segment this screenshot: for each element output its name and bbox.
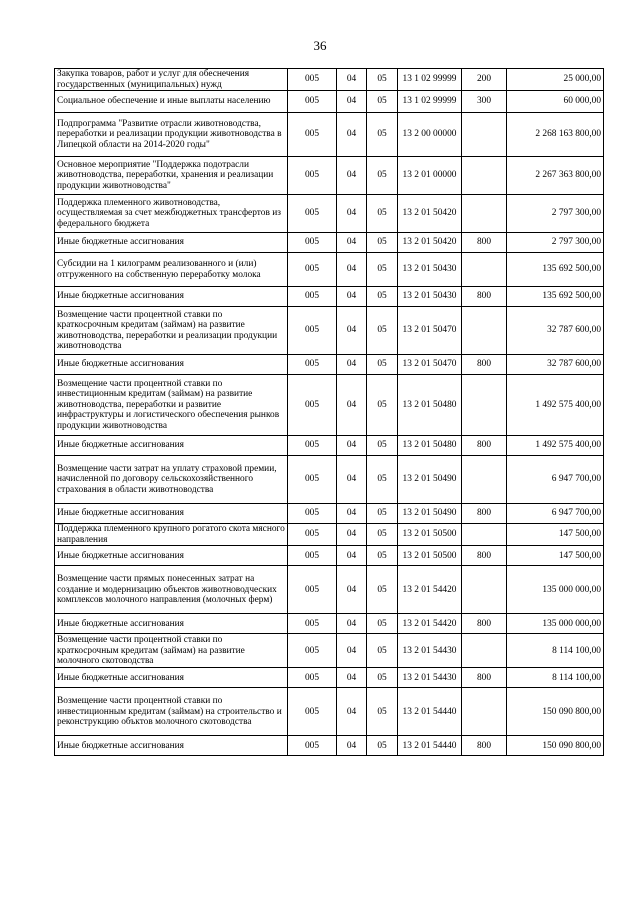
expense-type-code: 800 xyxy=(462,614,507,634)
amount: 2 267 363 800,00 xyxy=(507,157,604,195)
department-code: 005 xyxy=(288,113,337,157)
item-name: Иные бюджетные ассигнования xyxy=(55,355,288,375)
expense-type-code xyxy=(462,157,507,195)
subsection-code: 05 xyxy=(367,456,398,504)
target-article-code: 13 1 02 99999 xyxy=(398,91,462,113)
section-code: 04 xyxy=(337,355,367,375)
expense-type-code: 800 xyxy=(462,436,507,456)
expense-type-code: 800 xyxy=(462,546,507,566)
target-article-code: 13 1 02 99999 xyxy=(398,69,462,91)
expense-type-code: 800 xyxy=(462,355,507,375)
subsection-code: 05 xyxy=(367,355,398,375)
expense-type-code xyxy=(462,634,507,668)
section-code: 04 xyxy=(337,253,367,287)
table-row xyxy=(55,253,604,287)
subsection-code: 05 xyxy=(367,195,398,233)
department-code: 005 xyxy=(288,375,337,436)
item-name: Поддержка племенного крупного рогатого скота мясного направления xyxy=(55,524,288,546)
amount: 32 787 600,00 xyxy=(507,355,604,375)
target-article-code: 13 2 01 54420 xyxy=(398,566,462,614)
section-code: 04 xyxy=(337,91,367,113)
budget-table xyxy=(54,68,604,756)
subsection-code: 05 xyxy=(367,504,398,524)
item-name: Возмещение части процентной ставки по краткосрочным кредитам (займам) на развитие молочного скотоводства xyxy=(55,634,288,668)
amount: 8 114 100,00 xyxy=(507,634,604,668)
table-row xyxy=(55,566,604,614)
department-code: 005 xyxy=(288,233,337,253)
item-name: Возмещение части процентной ставки по инвестиционным кредитам (займам) на развитие животноводства, переработки и развитие инфраструктуры и логистического обеспечения рынков продукции животноводства xyxy=(55,375,288,436)
section-code: 04 xyxy=(337,668,367,688)
section-code: 04 xyxy=(337,634,367,668)
amount: 150 090 800,00 xyxy=(507,688,604,736)
subsection-code: 05 xyxy=(367,634,398,668)
section-code: 04 xyxy=(337,113,367,157)
expense-type-code: 800 xyxy=(462,668,507,688)
target-article-code: 13 2 01 54430 xyxy=(398,634,462,668)
subsection-code: 05 xyxy=(367,546,398,566)
department-code: 005 xyxy=(288,287,337,307)
table-row xyxy=(55,355,604,375)
department-code: 005 xyxy=(288,195,337,233)
section-code: 04 xyxy=(337,566,367,614)
target-article-code: 13 2 01 50480 xyxy=(398,436,462,456)
department-code: 005 xyxy=(288,436,337,456)
amount: 1 492 575 400,00 xyxy=(507,436,604,456)
item-name: Возмещение части затрат на уплату страховой премии, начисленной по договору сельскохозяйственного страхования в области животноводства xyxy=(55,456,288,504)
subsection-code: 05 xyxy=(367,524,398,546)
target-article-code: 13 2 01 54420 xyxy=(398,614,462,634)
table-row xyxy=(55,69,604,91)
section-code: 04 xyxy=(337,546,367,566)
amount: 6 947 700,00 xyxy=(507,456,604,504)
subsection-code: 05 xyxy=(367,436,398,456)
subsection-code: 05 xyxy=(367,375,398,436)
department-code: 005 xyxy=(288,69,337,91)
expense-type-code xyxy=(462,566,507,614)
section-code: 04 xyxy=(337,69,367,91)
amount: 147 500,00 xyxy=(507,524,604,546)
amount: 2 268 163 800,00 xyxy=(507,113,604,157)
expense-type-code: 200 xyxy=(462,69,507,91)
subsection-code: 05 xyxy=(367,91,398,113)
item-name: Иные бюджетные ассигнования xyxy=(55,668,288,688)
expense-type-code xyxy=(462,375,507,436)
expense-type-code: 800 xyxy=(462,736,507,756)
subsection-code: 05 xyxy=(367,614,398,634)
subsection-code: 05 xyxy=(367,69,398,91)
table-row xyxy=(55,504,604,524)
table-row xyxy=(55,113,604,157)
expense-type-code: 800 xyxy=(462,287,507,307)
table-row xyxy=(55,195,604,233)
amount: 135 000 000,00 xyxy=(507,566,604,614)
section-code: 04 xyxy=(337,157,367,195)
amount: 2 797 300,00 xyxy=(507,195,604,233)
item-name: Иные бюджетные ассигнования xyxy=(55,614,288,634)
amount: 147 500,00 xyxy=(507,546,604,566)
amount: 60 000,00 xyxy=(507,91,604,113)
target-article-code: 13 2 01 54440 xyxy=(398,688,462,736)
section-code: 04 xyxy=(337,307,367,355)
amount: 135 692 500,00 xyxy=(507,287,604,307)
target-article-code: 13 2 01 00000 xyxy=(398,157,462,195)
item-name: Социальное обеспечение и иные выплаты населению xyxy=(55,91,288,113)
target-article-code: 13 2 01 50430 xyxy=(398,287,462,307)
subsection-code: 05 xyxy=(367,287,398,307)
item-name: Закупка товаров, работ и услуг для обеснечения государственных (муниципальных) нужд xyxy=(55,69,288,91)
amount: 6 947 700,00 xyxy=(507,504,604,524)
item-name: Иные бюджетные ассигнования xyxy=(55,287,288,307)
subsection-code: 05 xyxy=(367,736,398,756)
section-code: 04 xyxy=(337,456,367,504)
table-row xyxy=(55,668,604,688)
section-code: 04 xyxy=(337,688,367,736)
amount: 32 787 600,00 xyxy=(507,307,604,355)
table-row xyxy=(55,546,604,566)
department-code: 005 xyxy=(288,668,337,688)
amount: 135 000 000,00 xyxy=(507,614,604,634)
expense-type-code xyxy=(462,195,507,233)
department-code: 005 xyxy=(288,736,337,756)
department-code: 005 xyxy=(288,91,337,113)
table-row xyxy=(55,688,604,736)
department-code: 005 xyxy=(288,634,337,668)
table-row xyxy=(55,233,604,253)
target-article-code: 13 2 01 54430 xyxy=(398,668,462,688)
department-code: 005 xyxy=(288,688,337,736)
target-article-code: 13 2 01 50470 xyxy=(398,307,462,355)
amount: 135 692 500,00 xyxy=(507,253,604,287)
department-code: 005 xyxy=(288,307,337,355)
subsection-code: 05 xyxy=(367,113,398,157)
table-row xyxy=(55,614,604,634)
table-row xyxy=(55,456,604,504)
amount: 8 114 100,00 xyxy=(507,668,604,688)
table-row xyxy=(55,91,604,113)
table-row xyxy=(55,436,604,456)
department-code: 005 xyxy=(288,614,337,634)
item-name: Возмещение части прямых понесенных затрат на создание и модернизацию объектов животноводческих комплексов молочного направления (молочных ферм) xyxy=(55,566,288,614)
table-row xyxy=(55,736,604,756)
expense-type-code: 800 xyxy=(462,504,507,524)
expense-type-code xyxy=(462,688,507,736)
target-article-code: 13 2 01 50500 xyxy=(398,546,462,566)
table-row xyxy=(55,307,604,355)
subsection-code: 05 xyxy=(367,566,398,614)
amount: 150 090 800,00 xyxy=(507,736,604,756)
subsection-code: 05 xyxy=(367,253,398,287)
amount: 2 797 300,00 xyxy=(507,233,604,253)
item-name: Возмещение части процентной ставки по инвестиционным кредитам (займам) на строительство и реконструкцию объктов молочного скотоводства xyxy=(55,688,288,736)
expense-type-code xyxy=(462,113,507,157)
subsection-code: 05 xyxy=(367,157,398,195)
expense-type-code xyxy=(462,307,507,355)
department-code: 005 xyxy=(288,253,337,287)
item-name: Возмещение части процентной ставки по краткосрочным кредитам (займам) на развитие животноводства, переработки и реализации продукции животноводства xyxy=(55,307,288,355)
target-article-code: 13 2 01 50470 xyxy=(398,355,462,375)
department-code: 005 xyxy=(288,524,337,546)
department-code: 005 xyxy=(288,504,337,524)
section-code: 04 xyxy=(337,436,367,456)
item-name: Поддержка племенного животноводства, осуществляемая за счет межбюджетных трансфертов из федерального бюджета xyxy=(55,195,288,233)
target-article-code: 13 2 01 50490 xyxy=(398,456,462,504)
section-code: 04 xyxy=(337,614,367,634)
page-number: 36 xyxy=(313,38,327,53)
section-code: 04 xyxy=(337,524,367,546)
department-code: 005 xyxy=(288,456,337,504)
table-row xyxy=(55,524,604,546)
target-article-code: 13 2 01 54440 xyxy=(398,736,462,756)
section-code: 04 xyxy=(337,233,367,253)
item-name: Субсидии на 1 килограмм реализованного и (или) отгруженного на собственную переработку молока xyxy=(55,253,288,287)
section-code: 04 xyxy=(337,504,367,524)
table-row xyxy=(55,634,604,668)
expense-type-code: 300 xyxy=(462,91,507,113)
target-article-code: 13 2 00 00000 xyxy=(398,113,462,157)
amount: 1 492 575 400,00 xyxy=(507,375,604,436)
subsection-code: 05 xyxy=(367,307,398,355)
department-code: 005 xyxy=(288,566,337,614)
target-article-code: 13 2 01 50420 xyxy=(398,195,462,233)
item-name: Подпрограмма "Развитие отрасли животноводства, переработки и реализации продукции животноводства в Липецкой области на 2014-2020 годы" xyxy=(55,113,288,157)
table-body xyxy=(55,69,604,756)
table-row xyxy=(55,287,604,307)
amount: 25 000,00 xyxy=(507,69,604,91)
item-name: Иные бюджетные ассигнования xyxy=(55,436,288,456)
section-code: 04 xyxy=(337,195,367,233)
expense-type-code xyxy=(462,456,507,504)
section-code: 04 xyxy=(337,375,367,436)
expense-type-code xyxy=(462,524,507,546)
item-name: Иные бюджетные ассигнования xyxy=(55,233,288,253)
target-article-code: 13 2 01 50430 xyxy=(398,253,462,287)
expense-type-code xyxy=(462,253,507,287)
item-name: Иные бюджетные ассигнования xyxy=(55,504,288,524)
subsection-code: 05 xyxy=(367,233,398,253)
table-row xyxy=(55,375,604,436)
department-code: 005 xyxy=(288,157,337,195)
table-row xyxy=(55,157,604,195)
item-name: Иные бюджетные ассигнования xyxy=(55,736,288,756)
department-code: 005 xyxy=(288,355,337,375)
section-code: 04 xyxy=(337,736,367,756)
subsection-code: 05 xyxy=(367,668,398,688)
department-code: 005 xyxy=(288,546,337,566)
item-name: Иные бюджетные ассигнования xyxy=(55,546,288,566)
expense-type-code: 800 xyxy=(462,233,507,253)
item-name: Основное мероприятие "Поддержка подотрасли животноводства, переработки, хранения и реализации продукции животноводства" xyxy=(55,157,288,195)
target-article-code: 13 2 01 50490 xyxy=(398,504,462,524)
target-article-code: 13 2 01 50420 xyxy=(398,233,462,253)
section-code: 04 xyxy=(337,287,367,307)
subsection-code: 05 xyxy=(367,688,398,736)
target-article-code: 13 2 01 50480 xyxy=(398,375,462,436)
target-article-code: 13 2 01 50500 xyxy=(398,524,462,546)
